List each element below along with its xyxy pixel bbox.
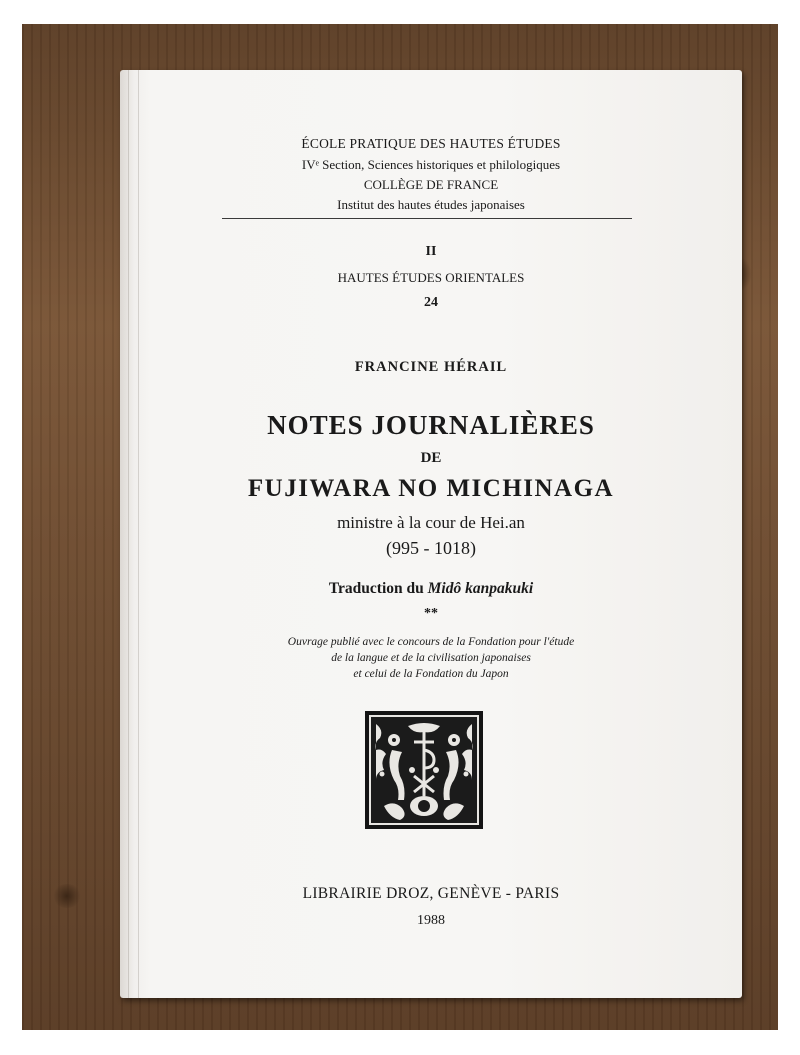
author-name: FRANCINE HÉRAIL [354, 359, 508, 375]
wooden-table-background [22, 24, 778, 1030]
institution-line-3: COLLÈGE DE FRANCE [363, 177, 499, 192]
book-cover [120, 70, 742, 998]
series-roman-numeral: II [425, 244, 437, 259]
translation-line [120, 580, 742, 598]
publisher-name: LIBRAIRIE DROZ, GENÈVE - PARIS [302, 885, 560, 902]
institution-line-1: ÉCOLE PRATIQUE DES HAUTES ÉTUDES [301, 136, 561, 151]
series-name: HAUTES ÉTUDES ORIENTALES [337, 270, 525, 285]
volume-mark: ** [424, 606, 438, 621]
publication-year: 1988 [417, 913, 445, 928]
printer-mark-icon [364, 710, 484, 830]
institution-line-4: Institut des hautes études japonaises [337, 197, 525, 212]
wood-knot [52, 884, 82, 908]
title-line-2: DE [420, 450, 442, 466]
series-number: 24 [424, 295, 438, 310]
title-line-3: FUJIWARA NO MICHINAGA [247, 475, 615, 502]
translation-work-title: Midô kanpakuki [427, 580, 534, 597]
support-line-1: Ouvrage publié avec le concours de la Fondation pour l'étude [287, 636, 575, 648]
support-line-2: de la langue et de la civilisation japonaises [331, 652, 531, 664]
institution-line-2: IVᵉ Section, Sciences historiques et philologiques [301, 157, 561, 172]
divider-rule [222, 218, 632, 219]
support-line-3: et celui de la Fondation du Japon [353, 668, 509, 680]
title-line-1: NOTES JOURNALIÈRES [267, 410, 595, 440]
title-dates: (995 - 1018) [386, 538, 476, 558]
title-subtitle: ministre à la cour de Hei.an [337, 513, 525, 532]
translation-prefix: Traduction du [328, 580, 428, 597]
